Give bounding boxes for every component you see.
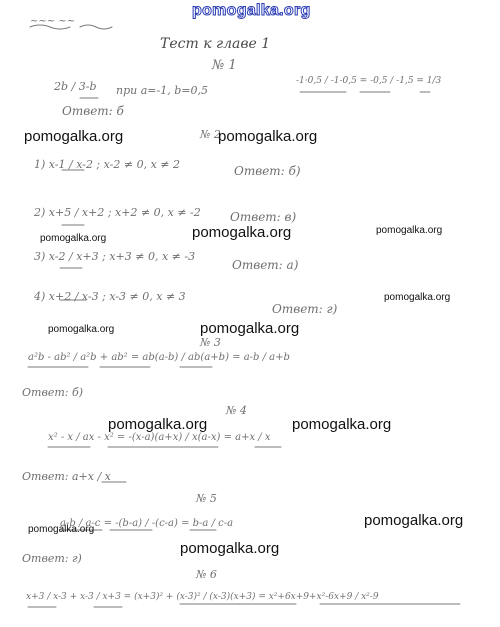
watermark: pomogalka.org: [48, 324, 115, 335]
watermark: pomogalka.org: [218, 128, 318, 145]
watermark-header: pomogalka.org: [192, 2, 311, 19]
problem-1-calculation: -1·0,5 / -1-0,5 = -0,5 / -1,5 = 1/3: [296, 76, 442, 86]
header-scribble: ~~~ ~~: [30, 16, 76, 27]
watermark: pomogalka.org: [192, 224, 292, 241]
problem-4-answer: Ответ: a+x / x: [22, 470, 111, 483]
problem-1-condition: при a=-1, b=0,5: [116, 84, 208, 97]
problem-5-expression: a-b / a-c = -(b-a) / -(c-a) = b-a / c-a: [60, 518, 234, 529]
watermark: pomogalka.org: [376, 225, 443, 236]
problem-1-expression: 2b / 3-b: [54, 80, 97, 93]
test-title: Тест к главе 1: [160, 36, 271, 52]
problem-2-part-1-answer: Ответ: б): [234, 164, 301, 178]
watermark: pomogalka.org: [28, 524, 95, 535]
problem-3-answer: Ответ: б): [22, 386, 83, 399]
watermark: pomogalka.org: [108, 416, 208, 433]
problem-number-4: № 4: [226, 404, 247, 417]
problem-1-answer: Ответ: б: [62, 104, 124, 118]
watermark: pomogalka.org: [364, 512, 464, 529]
problem-2-part-2-answer: Ответ: в): [230, 210, 297, 224]
problem-number-3: № 3: [200, 336, 221, 349]
watermark: pomogalka.org: [24, 128, 124, 145]
problem-3-expression: a²b - ab² / a²b + ab² = ab(a-b) / ab(a+b) = a-b / a+b: [28, 352, 290, 363]
problem-2-part-4: 4) x+2 / x-3 ; x-3 ≠ 0, x ≠ 3: [34, 290, 186, 303]
problem-2-part-3-answer: Ответ: а): [232, 258, 299, 272]
problem-5-answer: Ответ: г): [22, 552, 82, 565]
watermark: pomogalka.org: [384, 292, 451, 303]
watermark: pomogalka.org: [200, 320, 300, 337]
problem-2-part-2: 2) x+5 / x+2 ; x+2 ≠ 0, x ≠ -2: [34, 206, 201, 219]
problem-2-part-3: 3) x-2 / x+3 ; x+3 ≠ 0, x ≠ -3: [34, 250, 196, 263]
problem-4-expression: x² - x / ax - x² = -(x-a)(a+x) / x(a-x) = a+x / x: [48, 432, 271, 443]
problem-2-part-4-answer: Ответ: г): [272, 302, 338, 316]
watermark: pomogalka.org: [40, 233, 107, 244]
watermark: pomogalka.org: [180, 540, 280, 557]
problem-number-1: № 1: [212, 58, 237, 73]
problem-2-part-1: 1) x-1 / x-2 ; x-2 ≠ 0, x ≠ 2: [34, 158, 180, 171]
problem-6-expression: x+3 / x-3 + x-3 / x+3 = (x+3)² + (x-3)² / (x-3)(x+3) = x²+6x+9+x²-6x+9 / x²-9: [26, 592, 379, 602]
problem-number-2: № 2: [200, 128, 221, 141]
problem-number-5: № 5: [196, 492, 217, 505]
watermark: pomogalka.org: [292, 416, 392, 433]
problem-number-6: № 6: [196, 568, 217, 581]
